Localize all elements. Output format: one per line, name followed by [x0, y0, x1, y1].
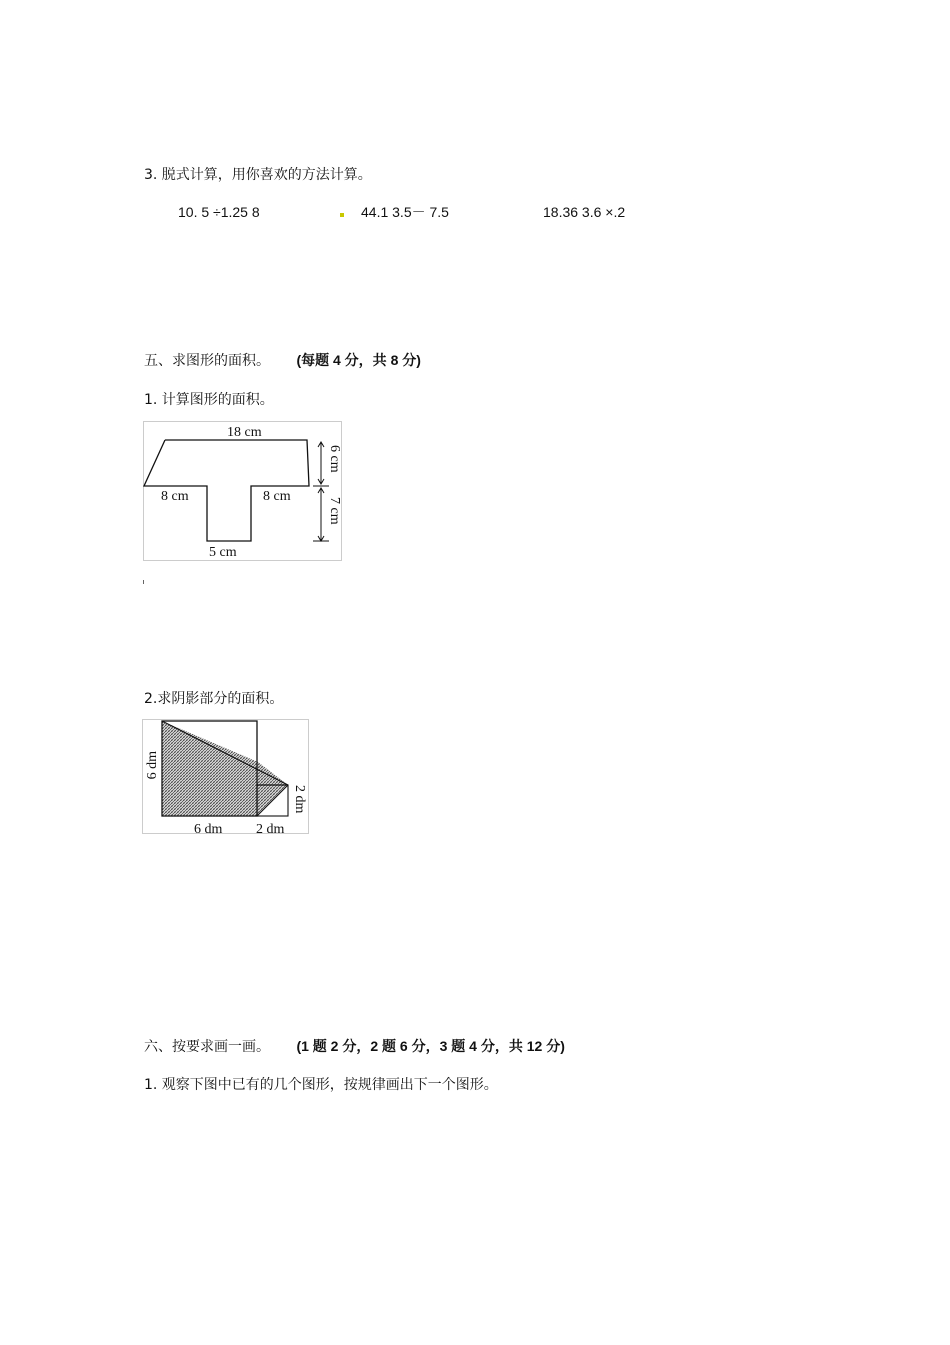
section-5-q2-label: 2.求阴影部分的面积。	[144, 691, 284, 707]
label-bottom-2dm: 2 dm	[256, 822, 285, 835]
section-6-q1-label: 1. 观察下图中已有的几个图形，按规律画出下一个图形。	[144, 1077, 498, 1093]
q3-heading: 3. 脱式计算，用你喜欢的方法计算。	[144, 167, 372, 183]
label-top-18cm: 18 cm	[227, 425, 262, 440]
section-5-q1-label: 1. 计算图形的面积。	[144, 392, 274, 408]
section-6-title-text: 六、按要求画一画。	[144, 1039, 270, 1055]
section-6-title	[144, 1037, 565, 1056]
section-5-points: (每题 4 分，共 8 分)	[296, 352, 421, 368]
label-bottom-5cm: 5 cm	[209, 545, 237, 560]
expression-3: 18.36 3.6 ×.2	[543, 204, 626, 220]
expression-2: 44.1 3.5－ 7.5	[361, 204, 449, 220]
section-5-title	[144, 351, 421, 370]
expression-1: 10. 5 ÷1.25 8	[178, 204, 260, 220]
shaded-region-right	[256, 762, 288, 816]
section-5-title-text: 五、求图形的面积。	[144, 353, 270, 369]
stray-mark	[143, 580, 144, 584]
label-left-8cm: 8 cm	[161, 489, 189, 504]
marker-dot	[340, 213, 344, 217]
composite-shape-figure	[143, 421, 343, 561]
label-height-7cm: 7 cm	[327, 497, 342, 525]
shaded-region-left	[162, 721, 258, 816]
label-right-2dm: 2 dm	[292, 785, 307, 814]
label-bottom-6dm: 6 dm	[194, 822, 223, 835]
label-left-6dm: 6 dm	[145, 751, 160, 780]
label-right-8cm: 8 cm	[263, 489, 291, 504]
label-height-6cm: 6 cm	[327, 445, 342, 473]
section-6-points: (1 题 2 分，2 题 6 分，3 题 4 分，共 12 分)	[296, 1038, 565, 1054]
shaded-area-figure	[142, 719, 310, 835]
